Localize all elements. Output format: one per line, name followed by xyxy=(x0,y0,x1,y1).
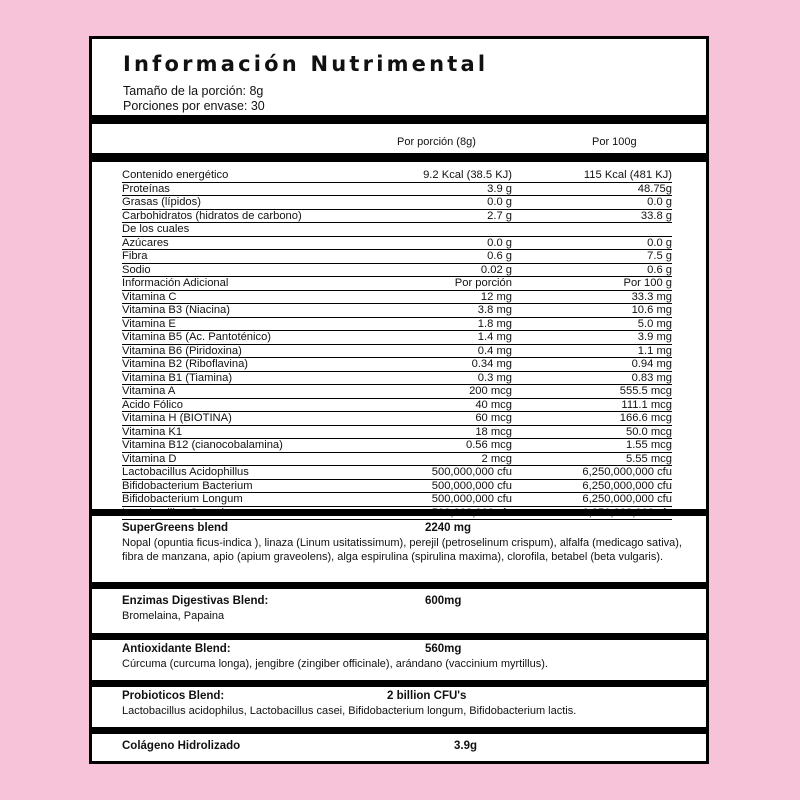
nutrient-row xyxy=(122,493,672,507)
nutrient-row xyxy=(122,453,672,467)
nutrient-value-per-100g: 1.1 mg xyxy=(637,344,672,357)
nutrient-row xyxy=(122,169,672,183)
nutrient-name: Azúcares xyxy=(122,236,169,249)
nutrient-value-per-serving: 0.3 mg xyxy=(477,371,512,384)
nutrient-row xyxy=(122,291,672,305)
blend-title: SuperGreens blend xyxy=(122,522,229,534)
nutrient-value-per-serving: 0.4 mg xyxy=(477,344,512,357)
nutrient-value-per-100g: 166.6 mcg xyxy=(619,412,672,424)
nutrient-value-per-100g: 7.5 g xyxy=(647,250,672,262)
nutrient-value-per-serving: 3.8 mg xyxy=(477,304,512,316)
nutrient-value-per-serving: 0.02 g xyxy=(480,263,512,276)
nutrient-name: Vitamina D xyxy=(122,452,177,465)
nutrient-value-per-100g: 5.0 mg xyxy=(637,317,672,330)
nutrient-value-per-serving: 0.0 g xyxy=(487,236,512,249)
nutrient-row xyxy=(122,331,672,345)
nutrient-value-per-serving: Por porción xyxy=(454,277,512,289)
blend-title: Probioticos Blend: xyxy=(122,690,225,702)
nutrient-name: Grasas (lípidos) xyxy=(122,196,201,208)
nutrient-row xyxy=(122,358,672,372)
nutrient-value-per-serving: 1.8 mg xyxy=(477,317,512,330)
nutrient-value-per-serving: 2 mcg xyxy=(481,452,512,465)
blend-amount: 2 billion CFU's xyxy=(387,690,467,702)
divider-bar xyxy=(92,153,706,162)
nutrient-value-per-100g: 5.55 mcg xyxy=(625,452,672,465)
nutrient-name: Fibra xyxy=(122,250,148,262)
blend-description: Bromelaina, Papaina xyxy=(122,610,225,622)
nutrient-row xyxy=(122,250,672,264)
nutrition-facts-panel xyxy=(89,36,709,764)
blend-amount: 3.9g xyxy=(454,740,478,752)
nutrient-value-per-100g: 33.3 mg xyxy=(631,290,672,303)
divider-bar xyxy=(92,509,706,516)
nutrient-name: Vitamina K1 xyxy=(122,425,183,438)
blend-description: Nopal (opuntia ficus-indica ), linaza (Linum usitatissimum), perejil (petroselinum crispum), alfalfa (medicago sativa), fibra de manzana, apio (apium graveolens), alga espirulina (spirulina maxima), clorofila, betabel (beta vulgaris). xyxy=(122,537,682,563)
nutrient-value-per-100g: 33.8 g xyxy=(640,209,672,222)
nutrient-value-per-serving: 500,000,000 cfu xyxy=(431,493,512,505)
nutrient-value-per-serving: 0.34 mg xyxy=(471,358,512,370)
divider-bar xyxy=(92,115,706,124)
nutrient-value-per-100g: 0.6 g xyxy=(647,263,672,276)
nutrient-value-per-serving: 200 mcg xyxy=(469,385,512,397)
nutrient-row xyxy=(122,412,672,426)
nutrient-value-per-serving: 18 mcg xyxy=(475,425,512,438)
blend-amount: 2240 mg xyxy=(425,522,472,534)
nutrient-row xyxy=(122,196,672,210)
nutrient-name: Vitamina B5 (Ac. Pantoténico) xyxy=(122,331,272,343)
nutrient-value-per-100g: 0.0 g xyxy=(647,196,672,208)
nutrient-row xyxy=(122,318,672,332)
nutrient-value-per-serving: 60 mcg xyxy=(475,412,512,424)
nutrient-row xyxy=(122,426,672,440)
nutrient-name: Sodio xyxy=(122,263,151,276)
nutrient-value-per-serving: 0.6 g xyxy=(487,250,512,262)
nutrient-row xyxy=(122,480,672,494)
nutrient-value-per-100g: 555.5 mcg xyxy=(619,385,672,397)
divider-bar xyxy=(92,633,706,640)
nutrient-row xyxy=(122,466,672,480)
nutrient-name: Bifidobacterium Bacterium xyxy=(122,479,253,492)
nutrient-value-per-100g: 0.83 mg xyxy=(631,371,672,384)
divider-bar xyxy=(92,680,706,687)
nutrient-name: Vitamina B6 (Piridoxina) xyxy=(122,344,242,357)
nutrient-name: Carbohidratos (hidratos de carbono) xyxy=(122,209,302,222)
nutrient-row xyxy=(122,277,672,291)
nutrient-name: Lactobacillus Acidophillus xyxy=(122,466,249,478)
divider-bar xyxy=(92,582,706,589)
blend-title: Colágeno Hidrolizado xyxy=(122,740,241,752)
nutrient-value-per-serving: 500,000,000 cfu xyxy=(431,479,512,492)
nutrient-value-per-100g: 6,250,000,000 cfu xyxy=(582,479,672,492)
column-header-per-serving: Por porción (8g) xyxy=(397,136,476,148)
blend-amount: 600mg xyxy=(425,595,462,607)
nutrient-value-per-100g: 0.94 mg xyxy=(631,358,672,370)
nutrient-value-per-100g: Por 100 g xyxy=(623,277,672,289)
nutrient-name: Vitamina C xyxy=(122,290,177,303)
servings-per-container: Porciones por envase: 30 xyxy=(123,99,265,113)
nutrient-value-per-100g: 3.9 mg xyxy=(637,331,672,343)
panel-title: Información Nutrimental xyxy=(123,52,489,76)
nutrient-value-per-serving: 2.7 g xyxy=(487,209,512,222)
nutrient-value-per-100g: 6,250,000,000 cfu xyxy=(582,493,672,505)
nutrient-name: Vitamina E xyxy=(122,317,176,330)
nutrient-value-per-100g: 111.1 mcg xyxy=(621,398,672,411)
blend-description: Lactobacillus acidophilus, Lactobacillus casei, Bifidobacterium longum, Bifidobacterium lactis. xyxy=(122,705,577,717)
nutrient-row xyxy=(122,183,672,197)
blend-title: Antioxidante Blend: xyxy=(122,643,231,655)
nutrient-value-per-serving: 12 mg xyxy=(480,290,512,303)
nutrient-name: Vitamina B1 (Tiamina) xyxy=(122,371,233,384)
nutrient-row xyxy=(122,372,672,386)
nutrient-value-per-100g: 10.6 mg xyxy=(631,304,672,316)
nutrient-name: De los cuales xyxy=(122,223,190,235)
nutrient-value-per-100g: 0.0 g xyxy=(647,236,672,249)
nutrient-value-per-100g: 6,250,000,000 cfu xyxy=(582,466,672,478)
column-header-per-100g: Por 100g xyxy=(592,136,637,148)
nutrient-row xyxy=(122,399,672,413)
nutrient-value-per-serving: 1.4 mg xyxy=(477,331,512,343)
nutrient-row xyxy=(122,304,672,318)
nutrient-name: Vitamina H (BIOTINA) xyxy=(122,412,232,424)
nutrient-value-per-100g: 50.0 mcg xyxy=(625,425,672,438)
divider-bar xyxy=(92,727,706,734)
nutrient-value-per-100g: 1.55 mcg xyxy=(625,439,672,451)
nutrient-name: Vitamina B12 (cianocobalamina) xyxy=(122,439,283,451)
nutrient-row xyxy=(122,223,672,237)
blend-amount: 560mg xyxy=(425,643,462,655)
nutrient-value-per-serving: 0.0 g xyxy=(487,196,512,208)
nutrient-row xyxy=(122,345,672,359)
nutrient-row xyxy=(122,237,672,251)
nutrient-name: Bifidobacterium Longum xyxy=(122,493,243,505)
nutrient-table xyxy=(122,169,672,520)
nutrient-name: Vitamina B2 (Riboflavina) xyxy=(122,358,249,370)
blend-title: Enzimas Digestivas Blend: xyxy=(122,595,269,607)
blend-description: Cúrcuma (curcuma longa), jengibre (zingiber officinale), arándano (vaccinium myrtillus). xyxy=(122,658,548,670)
nutrient-name: Contenido energético xyxy=(122,169,229,181)
nutrient-name: Vitamina A xyxy=(122,385,176,397)
serving-size: Tamaño de la porción: 8g xyxy=(123,84,264,98)
nutrient-value-per-serving: 3.9 g xyxy=(487,182,512,195)
nutrient-value-per-serving: 0.56 mcg xyxy=(465,439,512,451)
nutrient-value-per-serving: 500,000,000 cfu xyxy=(431,466,512,478)
nutrient-name: Proteínas xyxy=(122,182,170,195)
nutrient-name: Acido Fólico xyxy=(122,398,183,411)
nutrient-row xyxy=(122,439,672,453)
nutrient-value-per-serving: 40 mcg xyxy=(475,398,512,411)
nutrient-value-per-100g: 115 Kcal (481 KJ) xyxy=(583,169,672,181)
nutrient-row xyxy=(122,264,672,278)
nutrient-row xyxy=(122,210,672,224)
nutrient-value-per-100g: 48.75g xyxy=(637,182,672,195)
nutrient-value-per-serving: 9.2 Kcal (38.5 KJ) xyxy=(423,169,512,181)
nutrient-row xyxy=(122,385,672,399)
nutrient-name: Información Adicional xyxy=(122,277,229,289)
nutrient-name: Vitamina B3 (Niacina) xyxy=(122,304,230,316)
